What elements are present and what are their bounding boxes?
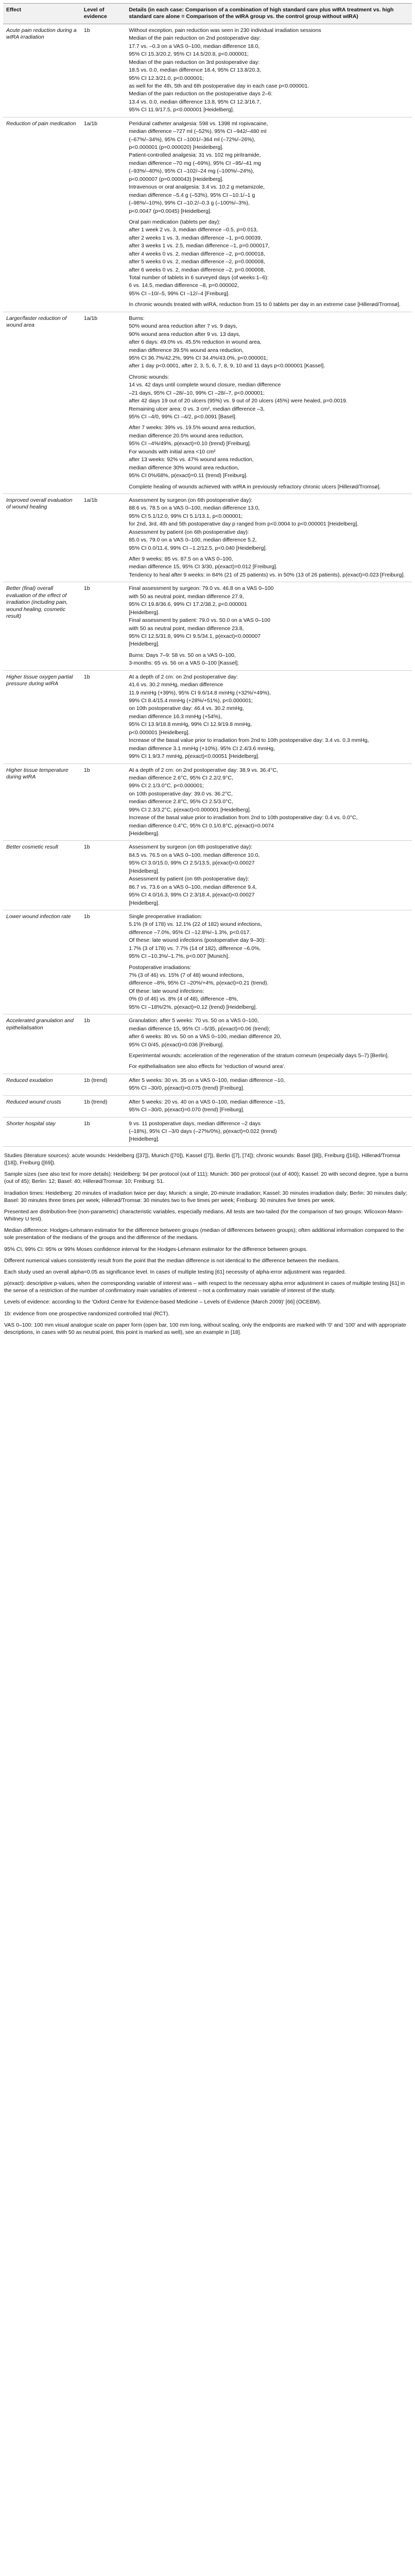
details-line: Final assessment by patient: 79.0 vs. 50.0 on a VAS 0–100 bbox=[129, 617, 270, 624]
details-line: Peridural catheter analgesia: 598 vs. 1398 ml ropivacaine, bbox=[129, 120, 268, 127]
details-cell bbox=[126, 117, 412, 312]
details-line: After 9 weeks: 85 vs. 87.5 on a VAS 0–100, bbox=[129, 556, 233, 562]
details-line: [Heidelberg]. bbox=[129, 868, 160, 874]
details-line: p<0.000001 [Heidelberg]. bbox=[129, 729, 190, 736]
details-line: 95% CI –10.3%/–1.7%, p<0.007 [Munich]. bbox=[129, 953, 230, 960]
details-line: Increase of the basal value prior to irradiation from 2nd to 10th postoperative day: 0.4 vs. 0.0°C, bbox=[129, 815, 358, 821]
details-cell bbox=[126, 841, 412, 910]
details-line: (–67%/–34%), 95% CI –1001/–364 ml (–72%/–26%), bbox=[129, 136, 255, 143]
effect-cell: Improved overall evaluation of wound healing bbox=[3, 494, 81, 582]
details-line: (–93%/–40%), 95% CI –102/–24 mg (–100%/–24%), bbox=[129, 168, 254, 175]
effect-cell: Accelerated granulation and epithelialisation bbox=[3, 1014, 81, 1074]
details-line: Assessment by patient (on 6th postoperative day): bbox=[129, 876, 249, 883]
level-cell: 1b (trend) bbox=[81, 1095, 126, 1117]
details-line: median difference –727 ml (–52%), 95% CI –942/–480 ml bbox=[129, 128, 267, 135]
details-line: 95% CI 0.0/11.4, 99% CI –1.2/12.5, p<0.040 [Heidelberg]. bbox=[129, 545, 267, 551]
details-line: median difference 2.6°C, 95% CI 2.2/2.9°C, bbox=[129, 774, 233, 781]
level-cell: 1b bbox=[81, 841, 126, 910]
level-cell: 1b bbox=[81, 1014, 126, 1074]
details-line: Assessment by surgeon (on 6th postoperative day): bbox=[129, 844, 253, 851]
details-line: median difference –70 mg (–69%), 95% CI –95/–41 mg bbox=[129, 160, 261, 166]
details-line: median difference 3.1 mmHg (+10%), 95% CI 2.4/3.6 mmHg, bbox=[129, 745, 275, 752]
details-line: For epithelialisation see also effects for 'reduction of wound area'. bbox=[129, 1063, 286, 1070]
details-line: 99% CI 2.3/3.2°C, p(exact)<0.000001 [Heidelberg]. bbox=[129, 806, 251, 813]
header-level: Level of evidence bbox=[81, 4, 126, 24]
details-line: p<0.000007 (p=0.000043) [Heidelberg]. bbox=[129, 176, 224, 182]
details-line: after 13 weeks: 92% vs. 47% wound area reduction, bbox=[129, 456, 254, 463]
details-line: on 10th postoperative day: 39.0 vs. 36.2°C, bbox=[129, 790, 233, 797]
details-line: [Heidelberg]. bbox=[129, 900, 160, 906]
details-line: after 2 weeks 1 vs. 3, median difference –1, p=0.00039, bbox=[129, 234, 262, 241]
table-header bbox=[3, 4, 412, 24]
effect-cell: Reduced wound crusts bbox=[3, 1095, 81, 1117]
details-line: as well for the 4th, 5th and 6th postoperative day in each case p<0.000001. bbox=[129, 82, 309, 89]
effect-cell: Better (final) overall evaluation of the effect of irradiation (including pain, wound healing, cosmetic result) bbox=[3, 582, 81, 670]
details-line: 7% (3 of 46) vs. 15% (7 of 48) wound infections, bbox=[129, 972, 244, 978]
details-line: after 6 days: 49.0% vs. 45.5% reduction in wound area, bbox=[129, 339, 262, 346]
table-header-row bbox=[3, 4, 412, 24]
details-cell bbox=[126, 1117, 412, 1146]
details-line: Burns: Days 7–9: 58 vs. 50 on a VAS 0–100, bbox=[129, 652, 236, 658]
details-line: 95% CI 19.8/36.6, 99% CI 17.2/38.2, p<0.000001 bbox=[129, 601, 247, 608]
details-line: 95% CI –4%/49%, p(exact)=0.10 (trend) [Freiburg]. bbox=[129, 440, 251, 447]
details-line: p<0.0047 (p=0.0045) [Heidelberg]. bbox=[129, 208, 212, 214]
details-line: 88.6 vs. 78.5 on a VAS 0–100, median difference 13.0, bbox=[129, 505, 260, 512]
details-line: after 5 weeks 0 vs. 2, median difference –2, p=0.000008, bbox=[129, 259, 265, 265]
note-paragraph: Sample sizes (see also text for more details): Heidelberg: 94 per protocol (out of 111); Munich: 360 per protocol (out of 400); Kassel: 20 with second degree, type a burns (out of 45); Berlin: 12; Basel: 40; Hillerød/Tromsø: 10; Freiburg: 51. bbox=[4, 1171, 408, 1185]
details-line: Total number of tablets in 6 surveyed days (of weeks 1–6): bbox=[129, 275, 269, 281]
table-row bbox=[3, 670, 412, 764]
details-line: 14 vs. 42 days until complete wound closure, median difference bbox=[129, 382, 281, 388]
details-line: [Heidelberg]. bbox=[129, 1136, 160, 1143]
details-line: 95% CI 5.1/12.0, 99% CI 5.1/13.1, p<0.000001; bbox=[129, 513, 243, 519]
level-cell: 1b bbox=[81, 1117, 126, 1146]
details-line: –21 days, 95% CI –28/–10, 99% CI –28/–7, p<0.000001; bbox=[129, 389, 265, 396]
details-line: Assessment by surgeon (on 6th postoperative day): bbox=[129, 497, 253, 503]
details-line: 90% wound area reduction after 9 vs. 13 days, bbox=[129, 331, 240, 337]
table-row bbox=[3, 841, 412, 910]
details-line: 18.5 vs. 0.0, median difference 18.4, 95% CI 13.8/20.3, bbox=[129, 67, 261, 74]
table-row bbox=[3, 1014, 412, 1074]
table-row bbox=[3, 312, 412, 494]
details-cell bbox=[126, 1095, 412, 1117]
table-row bbox=[3, 494, 412, 582]
effect-cell: Higher tissue temperature during wIRA bbox=[3, 764, 81, 841]
details-line: In chronic wounds treated with wIRA, reduction from 15 to 0 tablets per day in an extreme case [Hillerød/Tromsø]. bbox=[129, 301, 401, 308]
effect-cell: Lower wound infection rate bbox=[3, 910, 81, 1014]
header-effect: Effect bbox=[3, 4, 81, 24]
details-line: [Heidelberg]. bbox=[129, 641, 160, 648]
effect-cell: Better cosmetic result bbox=[3, 841, 81, 910]
details-line: median difference 30% wound area reduction, bbox=[129, 464, 239, 471]
table-row bbox=[3, 1074, 412, 1095]
details-line: After 5 weeks: 20 vs. 40 on a VAS 0–100, median difference –15, bbox=[129, 1098, 285, 1105]
effect-cell: Larger/faster reduction of wound area bbox=[3, 312, 81, 494]
details-line: with 50 as neutral point, median difference 23.8, bbox=[129, 625, 244, 632]
details-line: 95% CI 12.5/31.8, 99% CI 9.5/34.1, p(exact)<0.000007 bbox=[129, 633, 261, 639]
details-cell bbox=[126, 494, 412, 582]
details-line: median difference 0.4°C, 95% CI 0.1/0.8°C, p(exact)=0.0074 bbox=[129, 822, 274, 829]
note-paragraph: 1b: evidence from one prospective randomized controlled trial (RCT). bbox=[4, 1310, 169, 1317]
details-line: 95% CI –18%/2%, p(exact)=0.12 (trend) [Heidelberg]. bbox=[129, 1004, 257, 1010]
details-line: 95% CI –10/–5, 99% CI –12/–4 [Freiburg]. bbox=[129, 290, 230, 297]
details-line: 0% (0 of 46) vs. 8% (4 of 48), difference –8%, bbox=[129, 996, 238, 1003]
details-cell bbox=[126, 312, 412, 494]
level-cell: 1b (trend) bbox=[81, 1074, 126, 1095]
details-line: 99% CI 1.9/3.7 mmHg, p(exact)<0.00051 [Heidelberg]. bbox=[129, 753, 260, 760]
details-line: 11.9 mmHg (+39%), 95% CI 9.6/14.8 mmHg (+32%/+49%), bbox=[129, 689, 271, 696]
note-paragraph: Presented are distribution-free (non-parametric) characteristic variables, especially medians. All tests are two-tailed (for the comparison of two groups: Wilcoxon-Mann-Whitney U test). bbox=[4, 1208, 403, 1223]
details-line: median difference 39.5% wound area reduction, bbox=[129, 347, 244, 353]
level-cell: 1a/1b bbox=[81, 117, 126, 312]
details-cell bbox=[126, 764, 412, 841]
details-line: 95% CI 12.3/21.0, p<0.000001; bbox=[129, 75, 204, 81]
effect-cell: Acute pain reduction during a wIRA irradiation bbox=[3, 24, 81, 117]
note-paragraph: p(exact): descriptive p-values, when the corresponding variable of interest was – with respect to the necessary alpha error adjustment in cases of multiple testing [61] in the sense of a restriction of the number of confirmatory main variables of interest – not a confirmatory main variable of interest of the study. bbox=[4, 1280, 405, 1294]
level-cell: 1b bbox=[81, 764, 126, 841]
details-line: p<0.000001 (p=0.000020) [Heidelberg]. bbox=[129, 144, 224, 150]
details-line: 99% CI 2.1/3.0°C, p<0.000001; bbox=[129, 783, 204, 789]
details-line: after 6 weeks: 80 vs. 50 on a VAS 0–100, median difference 20, bbox=[129, 1033, 282, 1040]
details-line: For wounds with initial area <10 cm² bbox=[129, 448, 216, 455]
header-details: Details (in each case: Comparison of a combination of high standard care plus wIRA treatment vs. high standard care alone = Comparison of the wIRA group vs. the control group without wIRA) bbox=[126, 4, 412, 24]
details-line: 95% CI 0/45, p(exact)=0.036 [Freiburg]. bbox=[129, 1041, 224, 1048]
details-line: Increase of the basal value prior to irradiation from 2nd to 10th postoperative day: 3.4 vs. 0.3 mmHg, bbox=[129, 737, 369, 744]
details-line: Tendency to heal after 9 weeks: in 84% (21 of 25 patients) vs. in 50% (13 of 26 patients), p(exact)=0.023 [Freiburg]. bbox=[129, 571, 405, 578]
details-line: after 1 day p<0.0001, after 2, 3, 5, 6, 7, 8, 9, 10 and 11 days p<0.000001 [Kassel]. bbox=[129, 363, 325, 369]
note-paragraph: VAS 0–100: 100 mm visual analogue scale on paper form (open bar, 100 mm long, without scaling, only the endpoints are marked with '0' and '100' and with appropriate descriptions, in cases with 50 as neutral point, this point is marked as well), see an example in [18]. bbox=[4, 1321, 406, 1335]
details-line: after 1 week 2 vs. 3, median difference –0.5, p=0.013, bbox=[129, 227, 258, 233]
details-line: 5.1% (9 of 178) vs. 12.1% (22 of 182) wound infections, bbox=[129, 921, 262, 928]
details-line: 84.5 vs. 76.5 on a VAS 0–100, median difference 10.0, bbox=[129, 852, 260, 858]
details-line: Median of the pain reduction on 2nd postoperative day: bbox=[129, 35, 261, 42]
table-row bbox=[3, 117, 412, 312]
note-paragraph: Studies (literature sources): acute wounds: Heidelberg ([37]), Munich ([70]), Kassel ([7]), Berlin ([7], [74]); chronic wounds: Basel ([8]), Freiburg ([16]), Hillerød/Tromsø ([18]), Freiburg ([69]). bbox=[4, 1152, 401, 1166]
details-line: 95% CI 3.0/15.0, 99% CI 2.5/13.5, p(exact)<0.00027 bbox=[129, 860, 255, 867]
details-line: (–18%), 95% CI –3/0 days (–27%/0%), p(exact)=0.022 (trend) bbox=[129, 1128, 277, 1134]
details-line: 95% CI 11.9/17.5, p<0.000001 [Heidelberg]. bbox=[129, 107, 234, 113]
table-row bbox=[3, 24, 412, 117]
details-line: Granulation: after 5 weeks: 70 vs. 50 on a VAS 0–100, bbox=[129, 1018, 259, 1024]
details-line: Of these: late wound infections: bbox=[129, 988, 204, 994]
details-line: (–98%/–10%), 99% CI –10.2/–0.3 g (–100%/–3%), bbox=[129, 200, 250, 207]
effect-cell: Reduced exudation bbox=[3, 1074, 81, 1095]
details-line: 99% CI 8.4/15.4 mmHg (+28%/+51%), p<0.000001; bbox=[129, 698, 253, 704]
details-line: after 3 weeks 1 vs. 2.5, median difference –1, p=0.000017, bbox=[129, 243, 270, 249]
details-cell bbox=[126, 1074, 412, 1095]
details-line: Intravenous or oral analgesia: 3.4 vs. 10.2 g metamizole, bbox=[129, 184, 265, 191]
table-body bbox=[3, 24, 412, 1146]
details-line: 85.0 vs. 79.0 on a VAS 0–100, median difference 5.2, bbox=[129, 537, 257, 544]
table-row bbox=[3, 764, 412, 841]
details-line: 3-months: 65 vs. 56 on a VAS 0–100 [Kassel]. bbox=[129, 660, 239, 667]
note-paragraph: Irradiation times: Heidelberg: 20 minutes of irradiation twice per day; Munich: a single, 20-minute irradiation; Kassel: 30 minutes irradiation daily; Berlin: 30 minutes daily; Basel: 30 minutes three times per week; Hillerød/Tromsø: 30 minutes two to five times per week; Freiburg: 30 minutes five times per week. bbox=[4, 1190, 407, 1204]
table-row bbox=[3, 910, 412, 1014]
details-cell bbox=[126, 582, 412, 670]
note-paragraph: Different numerical values consistently result from the point that the median difference is not identical to the difference between the medians. bbox=[4, 1257, 340, 1264]
details-line: 86.7 vs. 73.6 on a VAS 0–100, median difference 9.4, bbox=[129, 884, 257, 890]
details-line: Oral pain medication (tablets per day): bbox=[129, 218, 221, 225]
note-paragraph: Median difference: Hodges-Lehmann estimator for the difference between groups (median of differences between groups); often additional information compared to the sole presentation of the medians of the groups and the difference of the medians. bbox=[4, 1227, 404, 1241]
details-line: median difference 16.3 mmHg (+54%), bbox=[129, 713, 222, 720]
level-cell: 1b bbox=[81, 670, 126, 764]
details-line: Patient-controlled analgesia: 31 vs. 102 mg piritramide, bbox=[129, 152, 261, 159]
details-line: 95% CI 15.3/20.2, 95% CI 14.5/20.8, p<0.000001; bbox=[129, 51, 249, 58]
details-line: for 2nd, 3rd, 4th and 5th postoperative day p ranged from p<0.0004 to p<0.000001 [Heidelberg]. bbox=[129, 521, 359, 528]
details-line: 95% CI 4.0/16.3, 99% CI 2.3/18.4, p(exact)<0.00027 bbox=[129, 892, 255, 899]
level-cell: 1b bbox=[81, 910, 126, 1014]
details-line: median difference 15, 95% CI –5/35, p(exact)=0.06 (trend); bbox=[129, 1025, 270, 1032]
details-line: 13.4 vs. 0.0, median difference 13.8, 95% CI 12.3/16.7, bbox=[129, 98, 261, 105]
details-line: 95% CI –30/0, p(exact)=0.070 (trend) [Freiburg]. bbox=[129, 1107, 245, 1113]
table-row bbox=[3, 582, 412, 670]
details-line: Of these: late wound infections (postoperative day 9–30): bbox=[129, 937, 266, 944]
details-cell bbox=[126, 910, 412, 1014]
details-line: After 7 weeks: 39% vs. 19.5% wound area reduction, bbox=[129, 425, 256, 431]
note-paragraph: 95% CI, 99% CI: 95% or 99% Moses confidence interval for the Hodges-Lehmann estimator for the difference between groups. bbox=[4, 1246, 308, 1252]
details-line: median difference 20.5% wound area reduction, bbox=[129, 432, 244, 439]
details-line: median difference 15, 95% CI 3/30, p(exact)=0.012 [Freiburg]. bbox=[129, 564, 278, 570]
evidence-table bbox=[3, 3, 412, 1147]
details-line: Complete healing of wounds achieved with wIRA in previously refractory chronic ulcers [Hillerød/Tromsø]. bbox=[129, 483, 381, 490]
details-line: with 50 as neutral point, median difference 27.9, bbox=[129, 593, 244, 600]
note-paragraph: Levels of evidence: according to the 'Oxford Centre for Evidence-based Medicine – Levels of Evidence (March 2009)' [66] (OCEBM). bbox=[4, 1299, 321, 1306]
details-line: Experimental wounds: acceleration of the regeneration of the stratum corneum (especially days 5–7) [Berlin]. bbox=[129, 1052, 389, 1059]
note-paragraph: Each study used an overall alpha=0.05 as significance level. In cases of multiple testing [61] necessity of alpha-error adjustment was regarded. bbox=[4, 1268, 346, 1275]
level-cell: 1a/1b bbox=[81, 312, 126, 494]
details-line: At a depth of 2 cm: on 2nd postoperative day: bbox=[129, 673, 238, 680]
details-line: on 10th postoperative day: 46.4 vs. 30.2 mmHg, bbox=[129, 705, 244, 712]
details-line: Assessment by patient (on 6th postoperative day): bbox=[129, 529, 249, 535]
details-line: 41.6 vs. 30.2 mmHg, median difference bbox=[129, 682, 223, 688]
table-notes bbox=[3, 1152, 412, 1336]
details-line: [Heidelberg]. bbox=[129, 609, 160, 616]
table-row bbox=[3, 1095, 412, 1117]
level-cell: 1b bbox=[81, 24, 126, 117]
details-line: 95% CI 13.9/18.8 mmHg, 99% CI 12.9/19.8 mmHg, bbox=[129, 721, 252, 728]
details-line: 95% CI –30/0, p(exact)=0.075 (trend) [Freiburg]. bbox=[129, 1085, 245, 1092]
details-line: Remaining ulcer area: 0 vs. 3 cm², median difference –3, bbox=[129, 405, 265, 412]
details-cell bbox=[126, 1014, 412, 1074]
details-line: Median of the pain reduction on 3rd postoperative day: bbox=[129, 59, 260, 65]
details-line: Final assessment by surgeon: 79.0 vs. 46.8 on a VAS 0–100 bbox=[129, 585, 274, 592]
details-line: Median of the pain reduction on the postoperative days 2–6: bbox=[129, 91, 273, 97]
details-cell bbox=[126, 670, 412, 764]
effect-cell: Shorter hospital stay bbox=[3, 1117, 81, 1146]
details-line: 95% CI –4/0, 99% CI –4/2, p<0.0091 [Basel]. bbox=[129, 414, 237, 420]
effect-cell: Reduction of pain medication bbox=[3, 117, 81, 312]
details-line: 9 vs. 11 postoperative days, median difference –2 days bbox=[129, 1120, 261, 1127]
details-line: after 6 weeks 0 vs. 2, median difference –2, p=0.000008, bbox=[129, 266, 265, 273]
details-line: 17.7 vs. –0.3 on a VAS 0–100, median difference 18.0, bbox=[129, 43, 260, 49]
details-line: [Heidelberg]. bbox=[129, 831, 160, 837]
table-row bbox=[3, 1117, 412, 1146]
details-line: At a depth of 2 cm: on 2nd postoperative day: 38.9 vs. 36.4°C, bbox=[129, 767, 278, 773]
details-line: median difference –5.4 g (–53%), 95% CI –10.1/–1 g bbox=[129, 192, 255, 198]
details-line: 50% wound area reduction after 7 vs. 9 days, bbox=[129, 323, 237, 330]
details-line: after 42 days 19 out of 20 ulcers (95%) vs. 9 out of 20 ulcers (45%) were healed, p=0.0019. bbox=[129, 398, 348, 404]
effect-cell: Higher tissue oxygen partial pressure during wIRA bbox=[3, 670, 81, 764]
details-line: Chronic wounds: bbox=[129, 374, 169, 380]
details-line: difference –7.0%, 95% CI –12.8%/–1.3%, p<0.017. bbox=[129, 929, 251, 936]
details-line: median difference 2.8°C, 95% CI 2.5/3.0°C, bbox=[129, 799, 233, 805]
details-line: difference –8%, 95% CI –20%/+4%, p(exact)=0.21 (trend). bbox=[129, 980, 269, 987]
details-line: Single preoperative irradiation: bbox=[129, 913, 202, 920]
details-cell bbox=[126, 24, 412, 117]
details-line: After 5 weeks: 30 vs. 35 on a VAS 0–100, median difference –10, bbox=[129, 1077, 285, 1083]
details-line: after 4 weeks 0 vs. 2, median difference –2, p=0.000018, bbox=[129, 250, 265, 257]
details-line: 95% CI 36.7%/42.2%, 99% CI 34.4%/43.0%, p<0.000001; bbox=[129, 354, 268, 361]
details-line: Burns: bbox=[129, 315, 145, 321]
details-line: 6 vs. 14.5, median difference –8, p=0.000002, bbox=[129, 282, 239, 289]
level-cell: 1a/1b bbox=[81, 494, 126, 582]
details-line: 1.7% (3 of 178) vs. 7.7% (14 of 182), difference –6.0%, bbox=[129, 945, 261, 952]
details-line: Without exception, pain reduction was seen in 230 individual irradiation sessions bbox=[129, 27, 321, 33]
details-line: Postoperative irradiations: bbox=[129, 964, 192, 971]
level-cell: 1b bbox=[81, 582, 126, 670]
details-line: 95% CI 0%/68%, p(exact)=0.11 (trend) [Freiburg]. bbox=[129, 472, 248, 479]
